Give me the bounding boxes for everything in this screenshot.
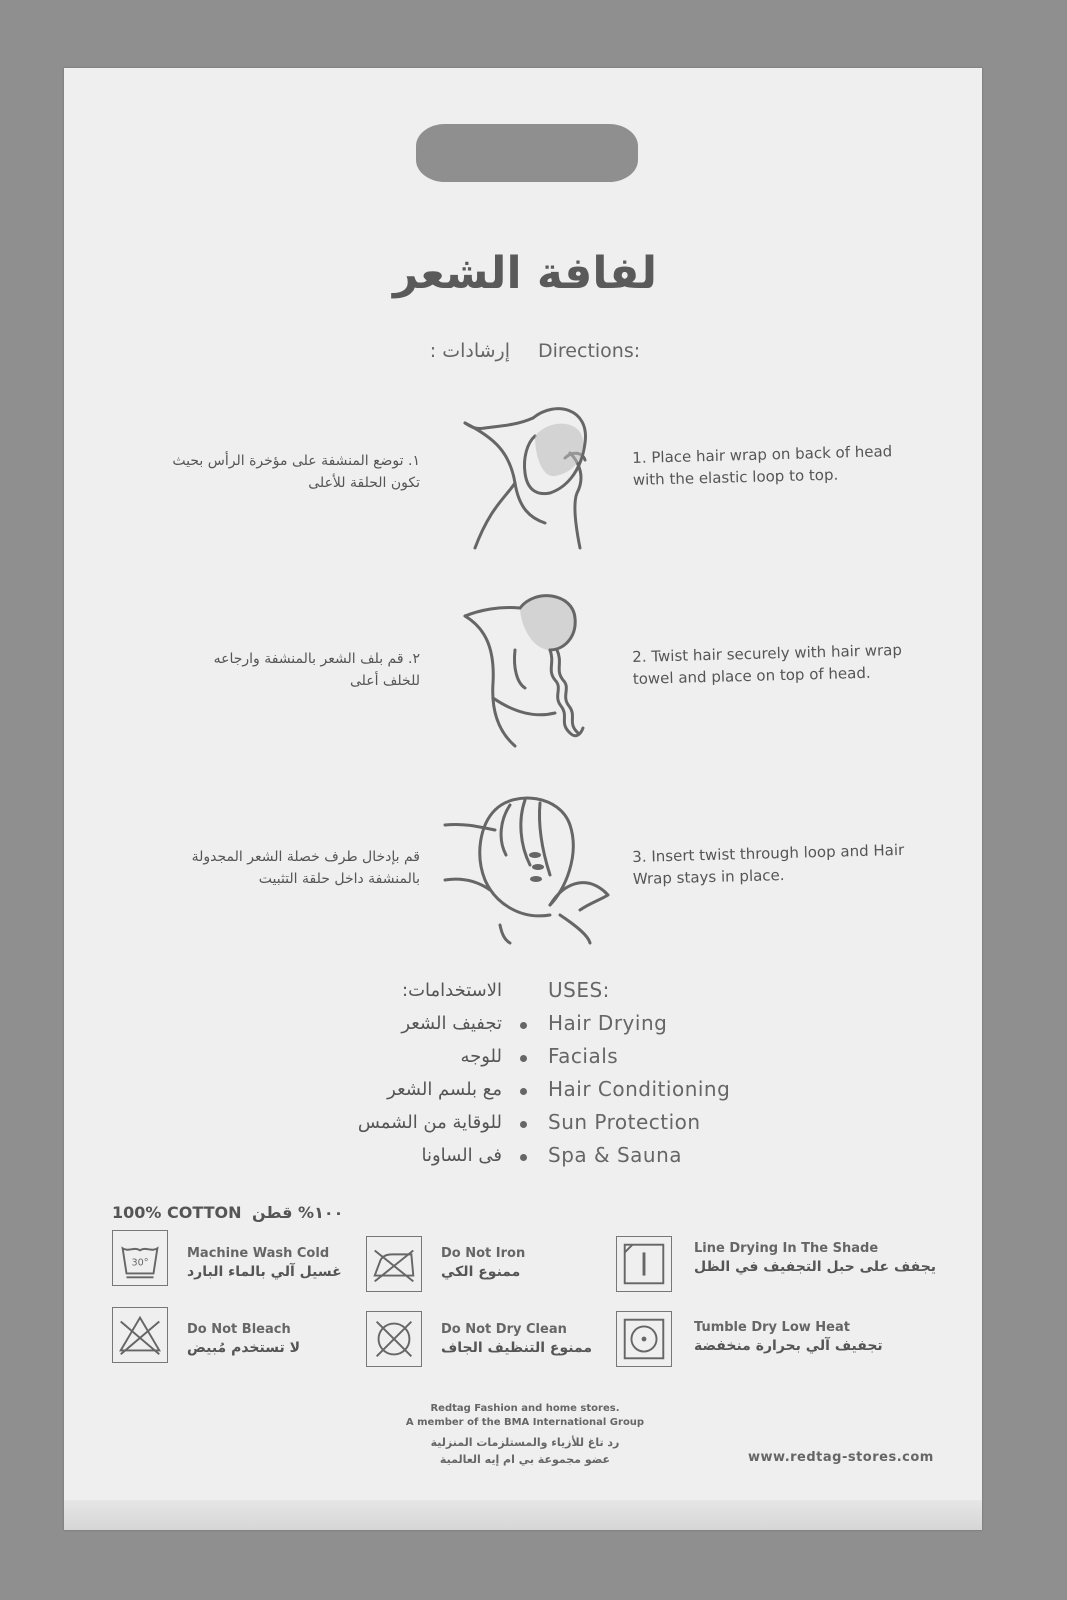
bullet (520, 1022, 527, 1029)
use-ar-hair-drying: تجفيف الشعر (401, 1013, 502, 1034)
uses-heading-en: USES: (548, 978, 610, 1002)
uses-heading-ar: الاستخدامات: (402, 980, 502, 1001)
footer-ar-line2: عضو مجموعة بي ام إيه العالمية (439, 1453, 611, 1466)
line-dry-shade-icon (616, 1236, 672, 1292)
use-ar-hair-conditioning: مع بلسم الشعر (387, 1079, 502, 1100)
use-en-hair-drying: Hair Drying (548, 1011, 668, 1035)
care-line-drying-ar: يجفف على حبل التجفيف في الظل (694, 1259, 937, 1275)
care-machine-wash-en: Machine Wash Cold (187, 1246, 330, 1261)
care-do-not-dry-clean-ar: ممنوع التنظيف الجاف (441, 1340, 593, 1356)
card-bottom-fold (64, 1500, 982, 1530)
product-title: لفافة الشعر (392, 248, 658, 299)
use-en-hair-conditioning: Hair Conditioning (548, 1077, 731, 1101)
care-line-drying-en: Line Drying In The Shade (694, 1241, 879, 1256)
use-ar-sun-protection: للوقاية من الشمس (357, 1112, 502, 1133)
step-3-ar-line2: بالمنشفة داخل حلقة التثبيت (258, 871, 420, 887)
footer-en-line1: Redtag Fashion and home stores. (430, 1403, 620, 1414)
tumble-dry-low-icon (616, 1311, 672, 1367)
bullet (520, 1121, 527, 1128)
step-1-ar-line1: ١. توضع المنشفة على مؤخرة الرأس بحيث (172, 453, 420, 469)
step-2-en-line2: towel and place on top of head. (632, 663, 871, 688)
care-do-not-bleach-ar: لا تستخدم مُبيض (187, 1340, 301, 1356)
step-3-ar-line1: قم بإدخال طرف خصلة الشعر المجدولة (191, 849, 420, 865)
care-do-not-dry-clean-en: Do Not Dry Clean (441, 1322, 567, 1337)
step-2-ar-line1: ٢. قم بلف الشعر بالمنشفة وارجاعه (213, 651, 420, 667)
care-machine-wash-ar: غسيل آلي بالماء البارد (187, 1264, 342, 1280)
care-do-not-iron-en: Do Not Iron (441, 1246, 526, 1261)
website-url: www.redtag-stores.com (748, 1450, 934, 1465)
bullet (520, 1055, 527, 1062)
step-1-en-line2: with the elastic loop to top. (632, 465, 839, 489)
hair-wrap-step-3-illustration (440, 785, 615, 945)
step-1-ar (120, 450, 420, 494)
hair-wrap-step-2-illustration (455, 588, 605, 748)
care-tumble-dry-en: Tumble Dry Low Heat (694, 1320, 850, 1335)
hair-wrap-step-1-illustration (455, 398, 605, 553)
directions-heading-ar: إرشادات : (429, 340, 510, 362)
step-2-en (632, 638, 923, 690)
care-do-not-bleach-en: Do Not Bleach (187, 1322, 291, 1337)
care-tumble-dry-ar: تجفيف آلي بحرارة منخفضة (694, 1338, 883, 1354)
bullet (520, 1088, 527, 1095)
footer-company-en (400, 1402, 650, 1430)
material-ar: ١٠٠% قطن (252, 1203, 344, 1222)
step-2-ar-line2: للخلف أعلى (349, 673, 420, 689)
wash-temp-label: 30° (131, 1257, 149, 1269)
step-1-en-line1: 1. Place hair wrap on back of head (632, 442, 893, 467)
use-en-sun-protection: Sun Protection (548, 1110, 701, 1134)
use-en-facials: Facials (548, 1044, 619, 1068)
step-3-en-line1: 3. Insert twist through loop and Hair (632, 840, 905, 866)
material-en: 100% COTTON (112, 1203, 242, 1222)
step-3-ar (120, 846, 420, 890)
directions-heading-en: Directions: (538, 340, 641, 362)
step-2-ar (120, 648, 420, 692)
use-ar-spa-sauna: فى الساونا (421, 1145, 502, 1166)
care-do-not-iron-ar: ممنوع الكي (441, 1264, 521, 1280)
do-not-dry-clean-icon (366, 1311, 422, 1367)
do-not-iron-icon (366, 1236, 422, 1292)
footer-en-line2: A member of the BMA International Group (405, 1417, 645, 1428)
step-1-ar-line2: تكون الحلقة للأعلى (308, 475, 420, 491)
use-en-spa-sauna: Spa & Sauna (548, 1143, 683, 1167)
footer-ar-line1: رد تاغ للأزياء والمستلزمات المنزلية (430, 1436, 620, 1449)
step-1-en (632, 439, 923, 491)
footer-company-ar (400, 1434, 650, 1468)
do-not-bleach-icon (112, 1307, 168, 1363)
bullet (520, 1154, 527, 1161)
step-2-en-line1: 2. Twist hair securely with hair wrap (632, 640, 903, 666)
use-ar-facials: للوجه (460, 1046, 502, 1067)
step-3-en-line2: Wrap stays in place. (632, 866, 785, 888)
wash-30-icon (112, 1230, 168, 1286)
hang-hole (416, 124, 638, 182)
step-3-en (632, 838, 923, 890)
